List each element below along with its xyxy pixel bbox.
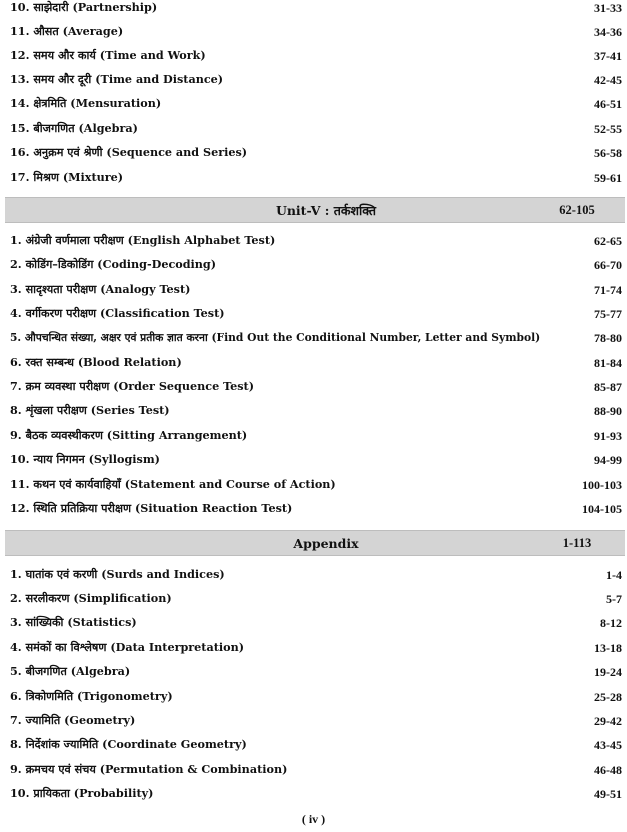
toc-row <box>10 662 622 682</box>
toc-row <box>10 304 622 324</box>
toc-entry-title: 16. अनुक्रम एवं श्रेणी (Sequence and Series) <box>10 145 248 160</box>
toc-entry-pages: 46-51 <box>594 97 622 111</box>
toc-entry-pages: 42-45 <box>594 73 622 87</box>
toc-entry-title: 2. कोडिंग–डिकोडिंग (Coding-Decoding) <box>10 257 217 272</box>
toc-row <box>10 735 622 755</box>
toc-entry-pages: 71-74 <box>594 283 622 297</box>
toc-entry-title: 11. औसत (Average) <box>10 24 124 39</box>
section-header-appendix <box>5 530 625 556</box>
toc-row <box>10 638 622 658</box>
section-pages: 62-105 <box>559 202 595 217</box>
toc-entry-title: 6. त्रिकोणमिति (Trigonometry) <box>10 689 173 704</box>
toc-row <box>10 499 622 519</box>
toc-entry-pages: 19-24 <box>594 665 622 679</box>
toc-entry-title: 5. बीजगणित (Algebra) <box>10 664 131 679</box>
toc-entry-title: 11. कथन एवं कार्यवाहियाँ (Statement and Course of Action) <box>10 477 336 492</box>
toc-row <box>10 143 622 163</box>
toc-row <box>10 168 622 188</box>
toc-entry-pages: 34-36 <box>594 25 622 39</box>
toc-row <box>10 119 622 139</box>
toc-entry-pages: 100-103 <box>582 478 622 492</box>
toc-entry-pages: 52-55 <box>594 122 622 136</box>
toc-row <box>10 760 622 780</box>
toc-entry-title: 13. समय और दूरी (Time and Distance) <box>10 72 224 87</box>
toc-row <box>10 475 622 495</box>
toc-entry-pages: 46-48 <box>594 763 622 777</box>
toc-entry-title: 9. क्रमचय एवं संचय (Permutation & Combination) <box>10 762 288 777</box>
toc-entry-pages: 91-93 <box>594 429 622 443</box>
toc-row <box>10 353 622 373</box>
toc-entry-pages: 1-4 <box>606 568 622 582</box>
toc-entry-pages: 25-28 <box>594 690 622 704</box>
toc-row <box>10 401 622 421</box>
toc-entry-title: 14. क्षेत्रमिति (Mensuration) <box>10 96 162 111</box>
toc-entry-pages: 31-33 <box>594 1 622 15</box>
toc-entry-pages: 81-84 <box>594 356 622 370</box>
toc-entry-pages: 78-80 <box>594 331 622 345</box>
toc-row <box>10 70 622 90</box>
toc-entry-title: 7. ज्यामिति (Geometry) <box>10 713 136 728</box>
section-pages: 1-113 <box>562 535 592 550</box>
toc-entry-title: 15. बीजगणित (Algebra) <box>10 121 138 136</box>
toc-entry-pages: 49-51 <box>594 787 622 801</box>
toc-row <box>10 687 622 707</box>
toc-entry-title: 1. अंग्रेजी वर्णमाला परीक्षण (English Alphabet Test) <box>10 233 276 248</box>
toc-entry-title: 9. बैठक व्यवस्थीकरण (Sitting Arrangement) <box>10 428 248 443</box>
toc-row <box>10 0 622 18</box>
toc-row <box>10 255 622 275</box>
toc-entry-pages: 43-45 <box>594 738 622 752</box>
toc-entry-title: 12. समय और कार्य (Time and Work) <box>10 48 206 63</box>
toc-row <box>10 280 622 300</box>
section-title: Appendix <box>293 535 359 551</box>
toc-entry-pages: 5-7 <box>606 592 622 606</box>
toc-entry-pages: 66-70 <box>594 258 622 272</box>
toc-row <box>10 450 622 470</box>
toc-row <box>10 565 622 585</box>
toc-row <box>10 94 622 114</box>
toc-entry-title: 1. घातांक एवं करणी (Surds and Indices) <box>10 567 225 582</box>
toc-row <box>10 711 622 731</box>
toc-entry-title: 7. क्रम व्यवस्था परीक्षण (Order Sequence Test) <box>10 379 254 394</box>
toc-entry-title: 5. औपचन्धित संख्या, अक्षर एवं प्रतीक ज्ञात करना (Find Out the Conditional Number, Letter and Symbol) <box>10 330 541 344</box>
toc-entry-title: 4. समंकों का विश्लेषण (Data Interpretation) <box>10 640 245 655</box>
toc-entry-pages: 85-87 <box>594 380 622 394</box>
toc-entry-title: 8. निर्देशांक ज्यामिति (Coordinate Geometry) <box>10 737 247 752</box>
toc-entry-pages: 56-58 <box>594 146 622 160</box>
toc-entry-title: 17. मिश्रण (Mixture) <box>10 170 124 185</box>
toc-entry-title: 12. स्थिति प्रतिक्रिया परीक्षण (Situation Reaction Test) <box>10 501 293 516</box>
page-number: ( iv ) <box>301 812 326 826</box>
toc-entry-pages: 94-99 <box>594 453 622 467</box>
toc-row <box>10 22 622 42</box>
toc-row <box>10 231 622 251</box>
toc-row <box>10 784 622 804</box>
toc-entry-title: 10. न्याय निगमन (Syllogism) <box>10 452 160 467</box>
toc-row <box>10 328 622 348</box>
toc-entry-pages: 13-18 <box>594 641 622 655</box>
toc-entry-title: 4. वर्गीकरण परीक्षण (Classification Test) <box>10 306 225 321</box>
toc-entry-title: 10. प्रायिकता (Probability) <box>10 786 154 801</box>
toc-entry-pages: 37-41 <box>594 49 622 63</box>
toc-entry-title: 6. रक्त सम्बन्ध (Blood Relation) <box>10 355 182 370</box>
toc-entry-pages: 104-105 <box>582 502 622 516</box>
toc-row <box>10 589 622 609</box>
toc-entry-title: 3. सादृश्यता परीक्षण (Analogy Test) <box>10 282 191 297</box>
toc-entry-title: 3. सांख्यिकी (Statistics) <box>10 615 137 630</box>
toc-row <box>10 377 622 397</box>
toc-entry-pages: 8-12 <box>600 616 622 630</box>
toc-entry-pages: 62-65 <box>594 234 622 248</box>
toc-row <box>10 613 622 633</box>
section-header-unit-v <box>5 197 625 223</box>
toc-entry-pages: 59-61 <box>594 171 622 185</box>
toc-row <box>10 426 622 446</box>
toc-entry-title: 2. सरलीकरण (Simplification) <box>10 591 172 606</box>
toc-entry-pages: 75-77 <box>594 307 622 321</box>
toc-entry-pages: 88-90 <box>594 404 622 418</box>
toc-entry-title: 8. शृंखला परीक्षण (Series Test) <box>10 403 170 418</box>
toc-row <box>10 46 622 66</box>
section-title: Unit-V : तर्कशक्ति <box>275 202 377 218</box>
toc-entry-title: 10. साझेदारी (Partnership) <box>10 0 158 15</box>
toc-entry-pages: 29-42 <box>594 714 622 728</box>
